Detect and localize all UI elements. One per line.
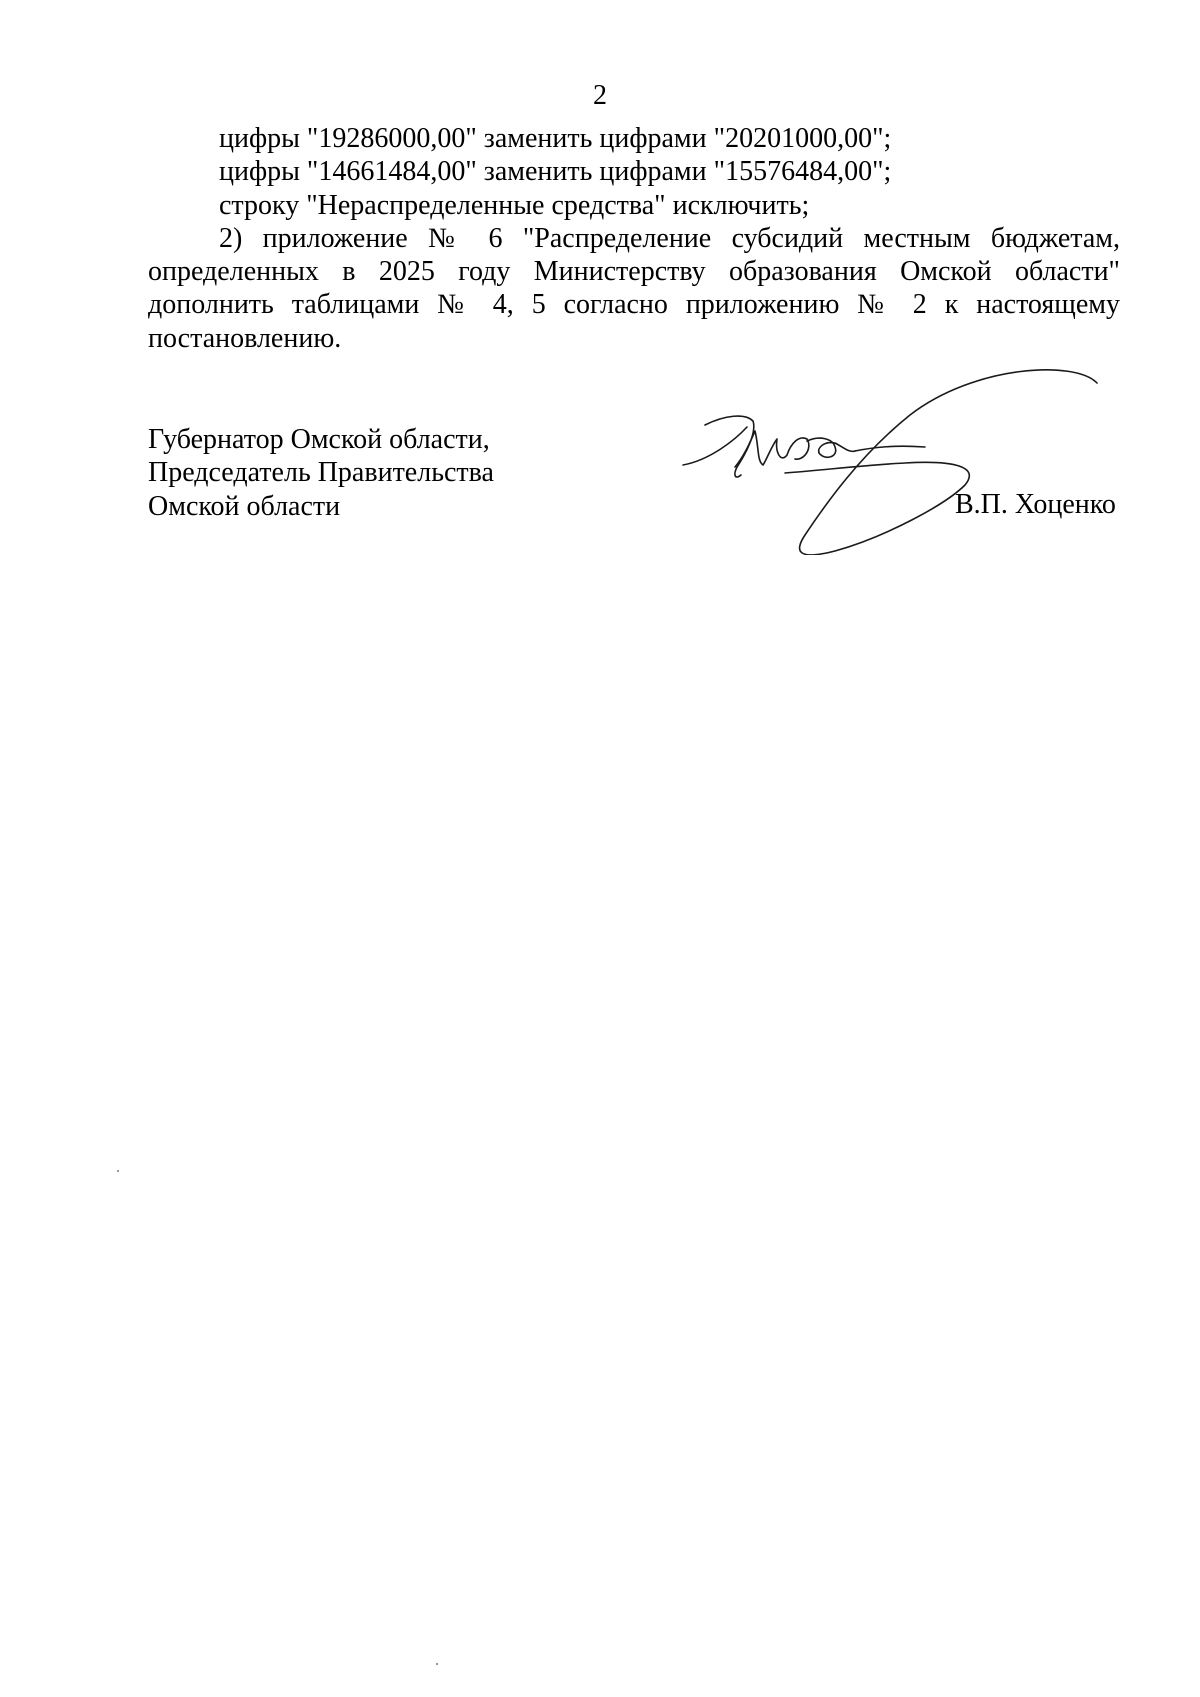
signatory-title-line-3: Омской области [148,490,341,522]
signatory-title [148,423,494,523]
scan-speck [436,1663,438,1665]
amendment-line-1: цифры "19286000,00" заменить цифрами "20201000,00"; [219,123,892,154]
signatory-title-line-1: Губернатор Омской области, [148,424,490,455]
page-number: 2 [593,80,607,111]
scan-speck [117,1170,119,1172]
document-body [148,122,1120,355]
amendment-line-2: цифры "14661484,00" заменить цифрами "15576484,00"; [219,156,892,188]
amendment-paragraph: 2) приложение № 6 "Распределение субсидий местным бюджетам, определенных в 2025 году Министерству образования Омской области" дополнить таблицами № 4, 5 согласно приложению № 2 к настоящему постановлению. [148,222,1120,354]
signatory-title-line-2: Председатель Правительства [148,457,494,489]
handwritten-signature-icon [675,355,1115,555]
amendment-line-3: строку "Нераспределенные средства" исключить; [219,189,810,221]
signer-name: В.П. Хоценко [955,489,1116,520]
